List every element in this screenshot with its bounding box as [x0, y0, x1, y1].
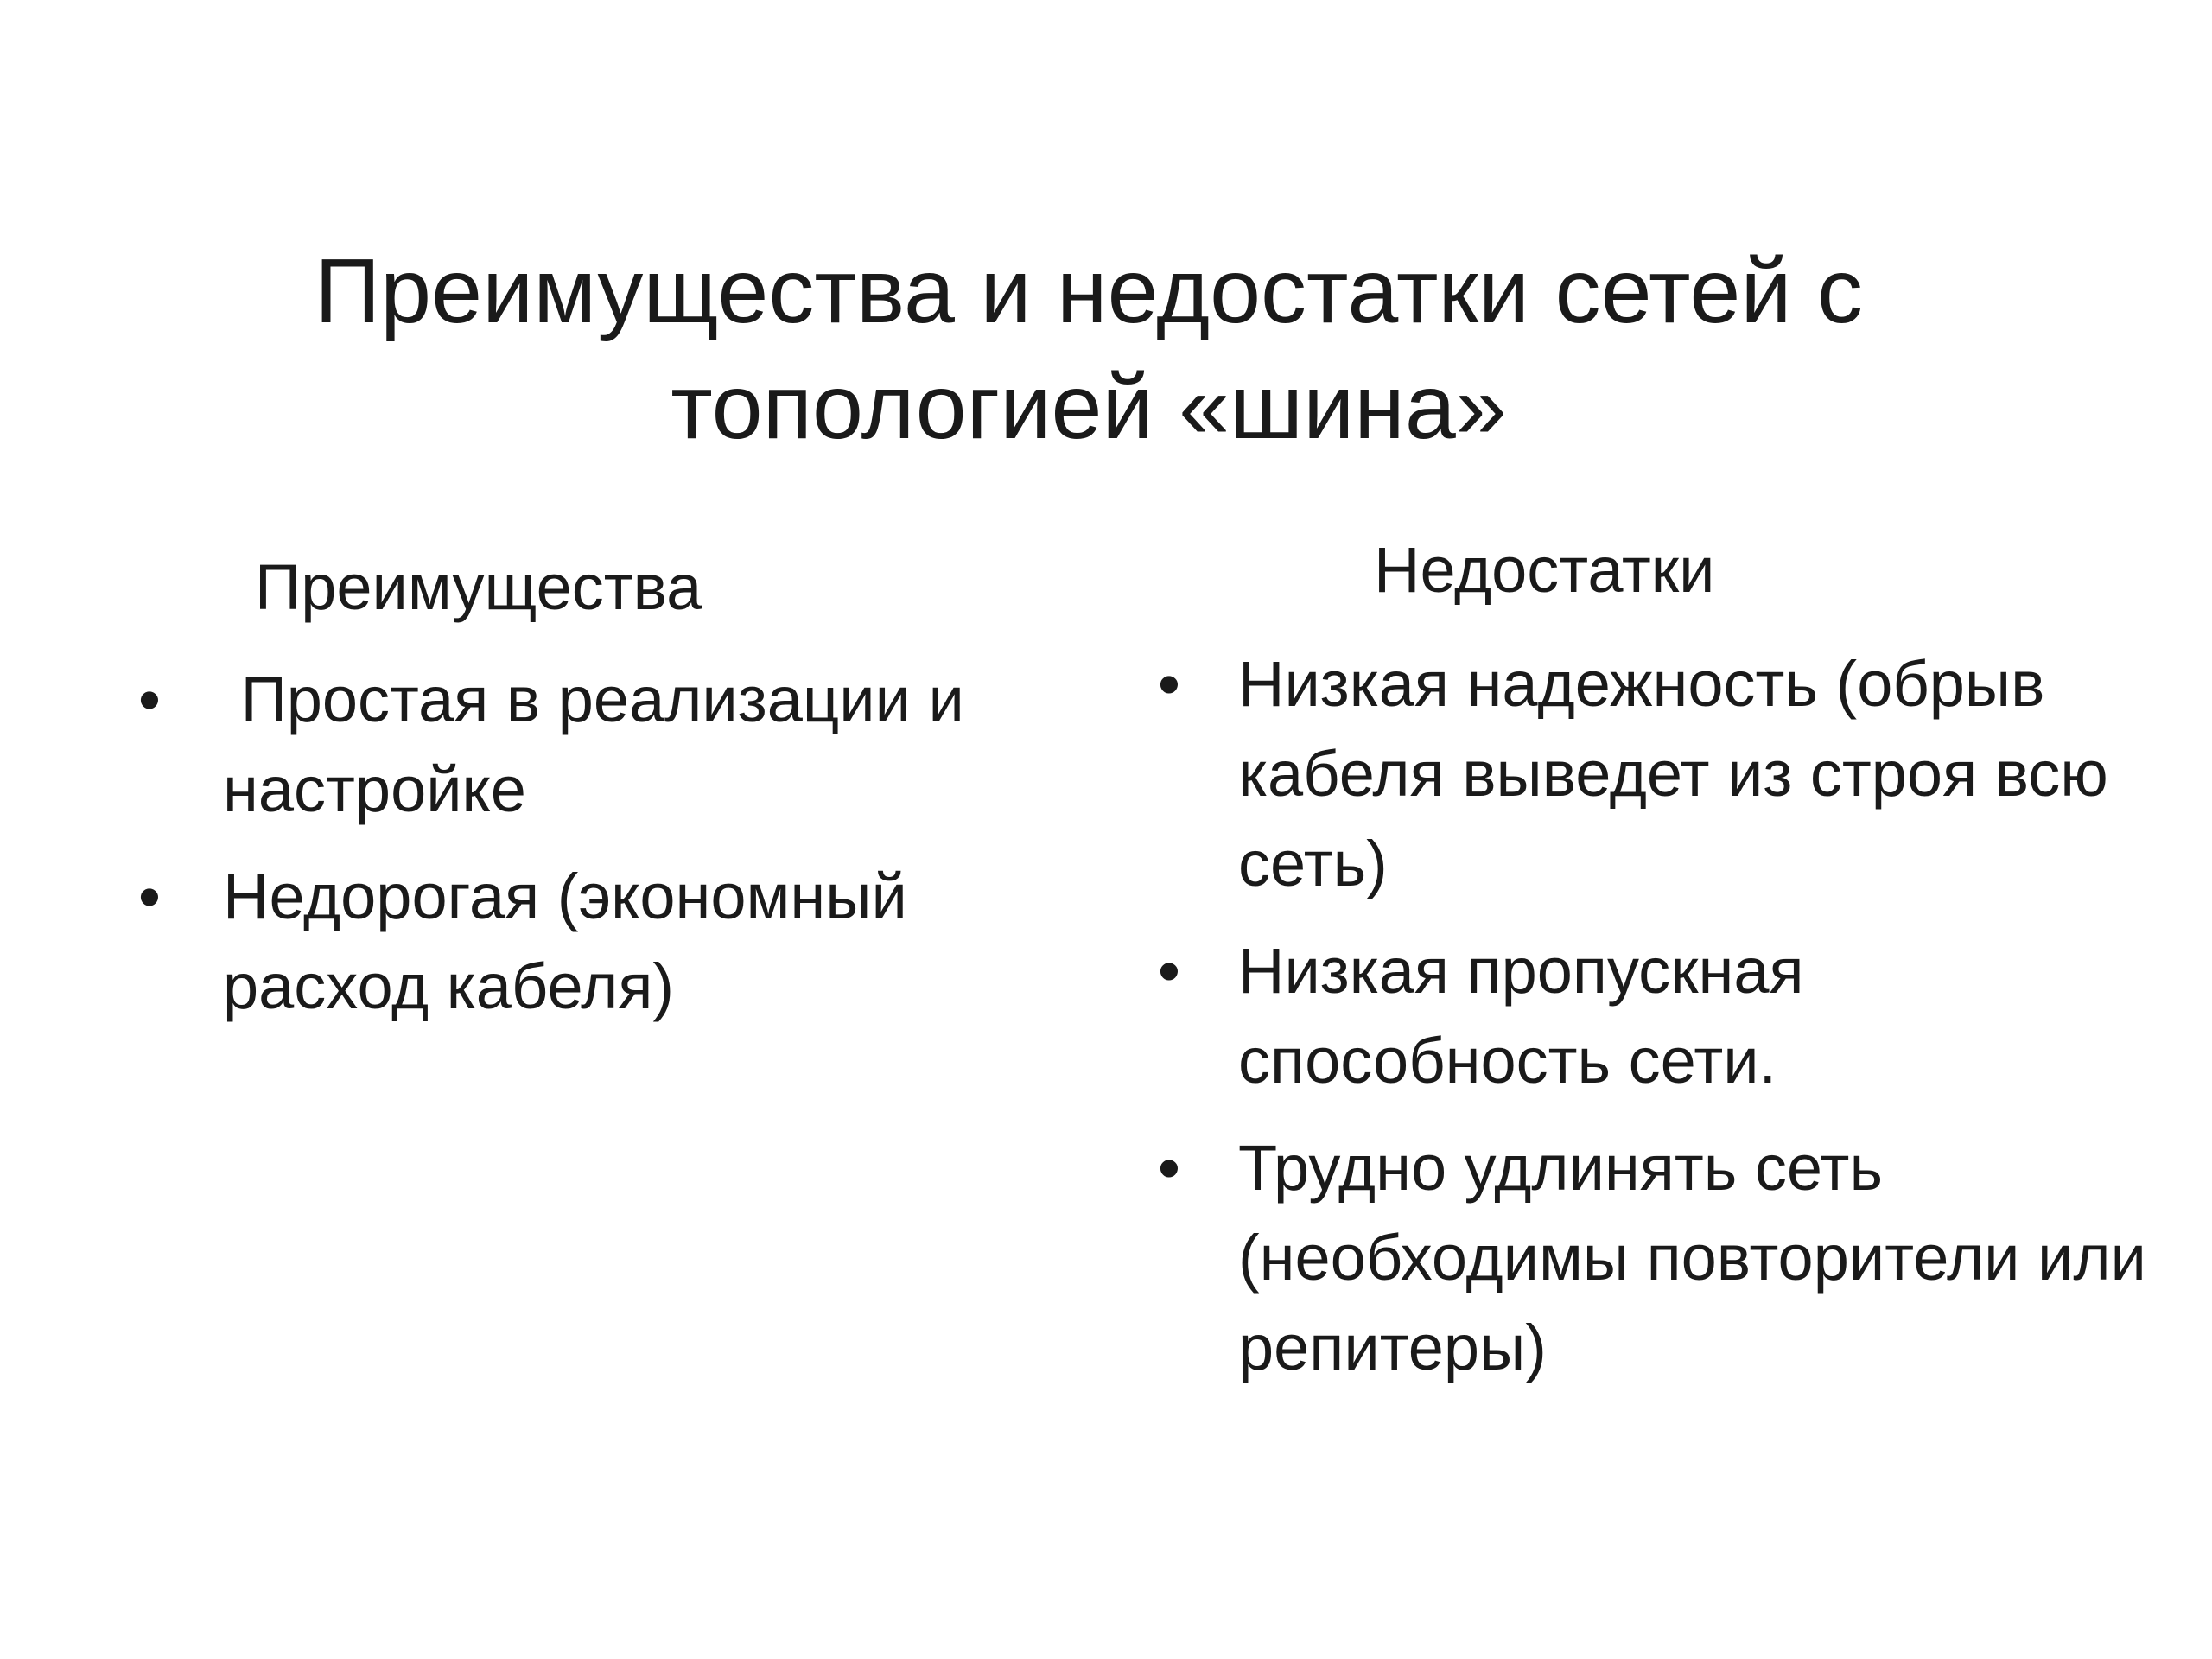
- advantages-heading: Преимущества: [255, 551, 702, 623]
- list-item: [1149, 1123, 2152, 1393]
- bullet-icon: •: [1158, 935, 1180, 1007]
- disadvantages-heading: Недостатки: [1374, 534, 1715, 606]
- bullet-icon: •: [138, 861, 161, 932]
- disadvantages-list: [1149, 639, 2152, 1410]
- list-item: [130, 852, 1080, 1032]
- slide-title: [285, 233, 1892, 465]
- slide-title-line-1: Преимущества и недостатки сетей с: [314, 240, 1863, 342]
- list-item: [1149, 639, 2152, 909]
- list-item-text: Трудно удлинять сеть (необходимы повторители или репитеры): [1238, 1132, 2146, 1383]
- list-item-text: Простая в реализации и настройке: [223, 664, 982, 825]
- list-item-text: Недорогая (экономный расход кабеля): [223, 861, 907, 1022]
- bullet-icon: •: [1158, 648, 1180, 720]
- list-item-text: Низкая пропускная способность сети.: [1238, 935, 1804, 1096]
- slide-title-line-2: топологией «шина»: [671, 356, 1507, 458]
- list-item-text: Низкая надежность (обрыв кабеля выведет из строя всю сеть): [1238, 648, 2108, 899]
- list-item: [1149, 926, 2152, 1106]
- bullet-icon: •: [138, 664, 161, 735]
- advantages-list: [130, 655, 1080, 1049]
- bullet-icon: •: [1158, 1132, 1180, 1204]
- list-item: [130, 655, 1080, 835]
